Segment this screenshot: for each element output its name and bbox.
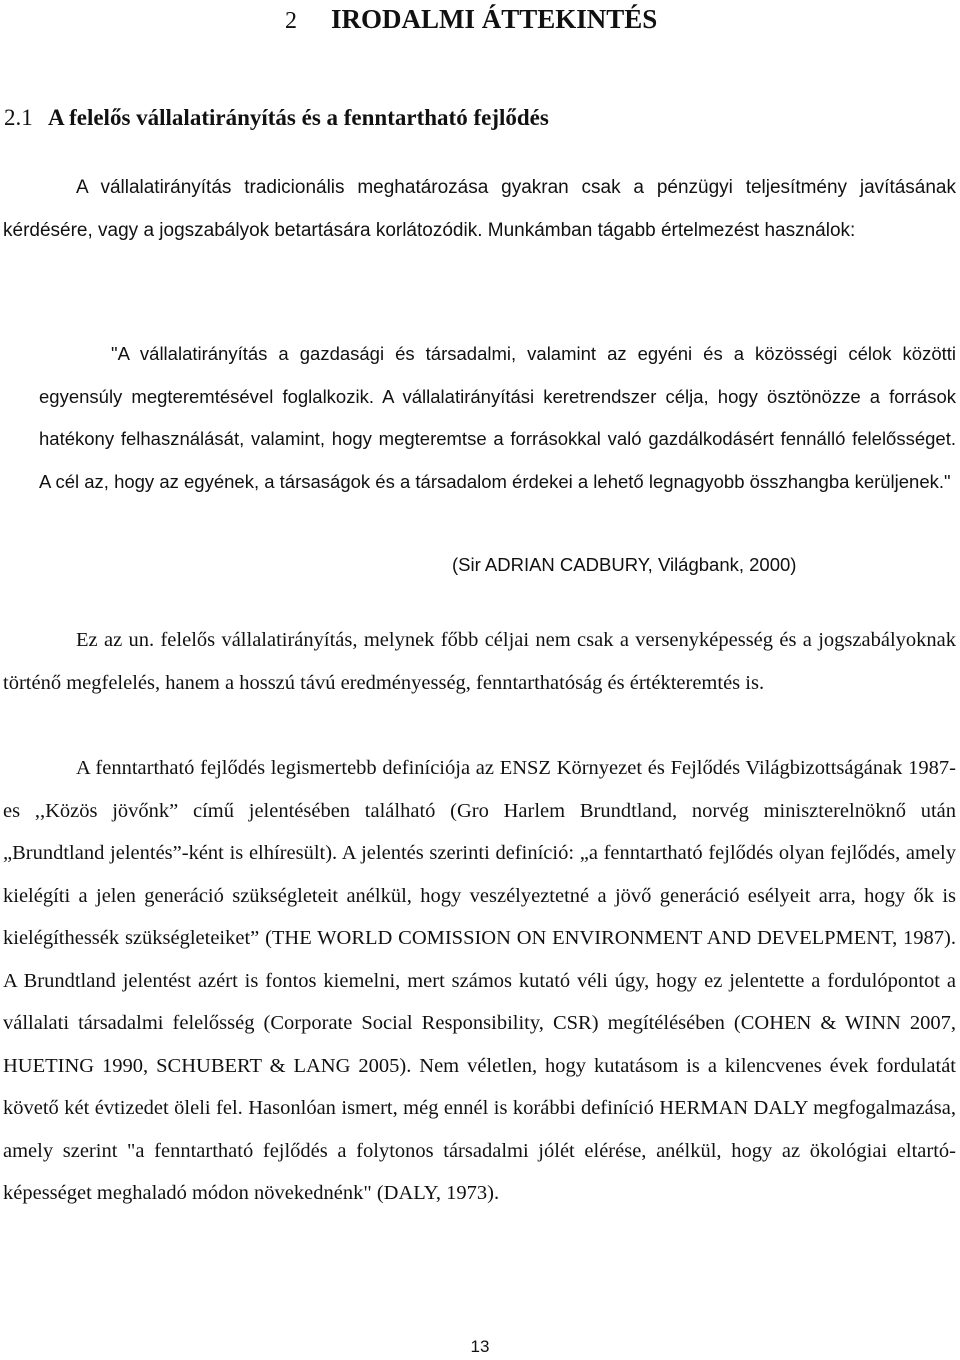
section-number: 2.1	[4, 105, 33, 130]
paragraph-responsible-governance: Ez az un. felelős vállalatirányítás, melynek főbb céljai nem csak a versenyképesség és a jogszabályoknak történő megfelelés, hanem a hosszú távú eredményesség, fenntarthatóság és értékteremtés is.	[3, 629, 956, 694]
paragraph-intro: A vállalatirányítás tradicionális meghatározása gyakran csak a pénzügyi teljesítmény javításának kérdésére, vagy a jogszabályok betartására korlátozódik. Munkámban tágabb értelmezést használok:	[3, 177, 956, 241]
quote-block: "A vállalatirányítás a gazdasági és társadalmi, valamint az egyéni és a közösségi célok közötti egyensúly megteremtésével foglalkozik. A vállalatirányítási keretrendszer célja, hogy ösztönözze a források hatékony felhasználását, valamint, hogy megteremtse a forrásokkal való gazdálkodásért fennálló felelősséget. A cél az, hogy az egyének, a társaságok és a társadalom érdekei a lehető legnagyobb összhangba kerüljenek."	[39, 343, 956, 492]
quote-source: (Sir ADRIAN CADBURY, Világbank, 2000)	[452, 554, 797, 575]
page-number: 13	[470, 1337, 490, 1356]
chapter-title: IRODALMI ÁTTEKINTÉS	[331, 4, 658, 34]
paragraph-sustainable-development: A fenntartható fejlődés legismertebb definíciója az ENSZ Környezet és Fejlődés Világbizottságának 1987-es ,,Közös jövőnk” című jelentésében található (Gro Harlem Brundtland, norvég miniszterelnöknő után „Brundtland jelentés”-ként is elhíresült). A jelentés szerinti definíció: „a fenntartható fejlődés olyan fejlődés, amely kielégíti a jelen generáció szükségleteit anélkül, hogy veszélyeztetné a jövő generáció esélyeit arra, hogy ők is kielégíthessék szükségleteiket” (THE WORLD COMISSION ON ENVIRONMENT AND DEVELPMENT, 1987). A Brundtland jelentést azért is fontos kiemelni, mert számos kutató véli úgy, hogy ez jelentette a fordulópontot a vállalati társadalmi felelősség (Corporate Social Responsibility, CSR) megítélésében (COHEN & WINN 2007, HUETING 1990, SCHUBERT & LANG 2005). Nem véletlen, hogy kutatásom is a kilencvenes évek fordulatát követő két évtizedet öleli fel. Hasonlóan ismert, még ennél is korábbi definíció HERMAN DALY megfogalmazása, amely szerint "a fenntartható fejlődés a folytonos társadalmi jólét elérése, anélkül, hogy az ökológiai eltartó-képességet meghaladó módon növekednénk" (DALY, 1973).	[3, 757, 956, 1204]
section-title: A felelős vállalatirányítás és a fenntartható fejlődés	[48, 105, 549, 130]
chapter-number: 2	[285, 8, 297, 34]
